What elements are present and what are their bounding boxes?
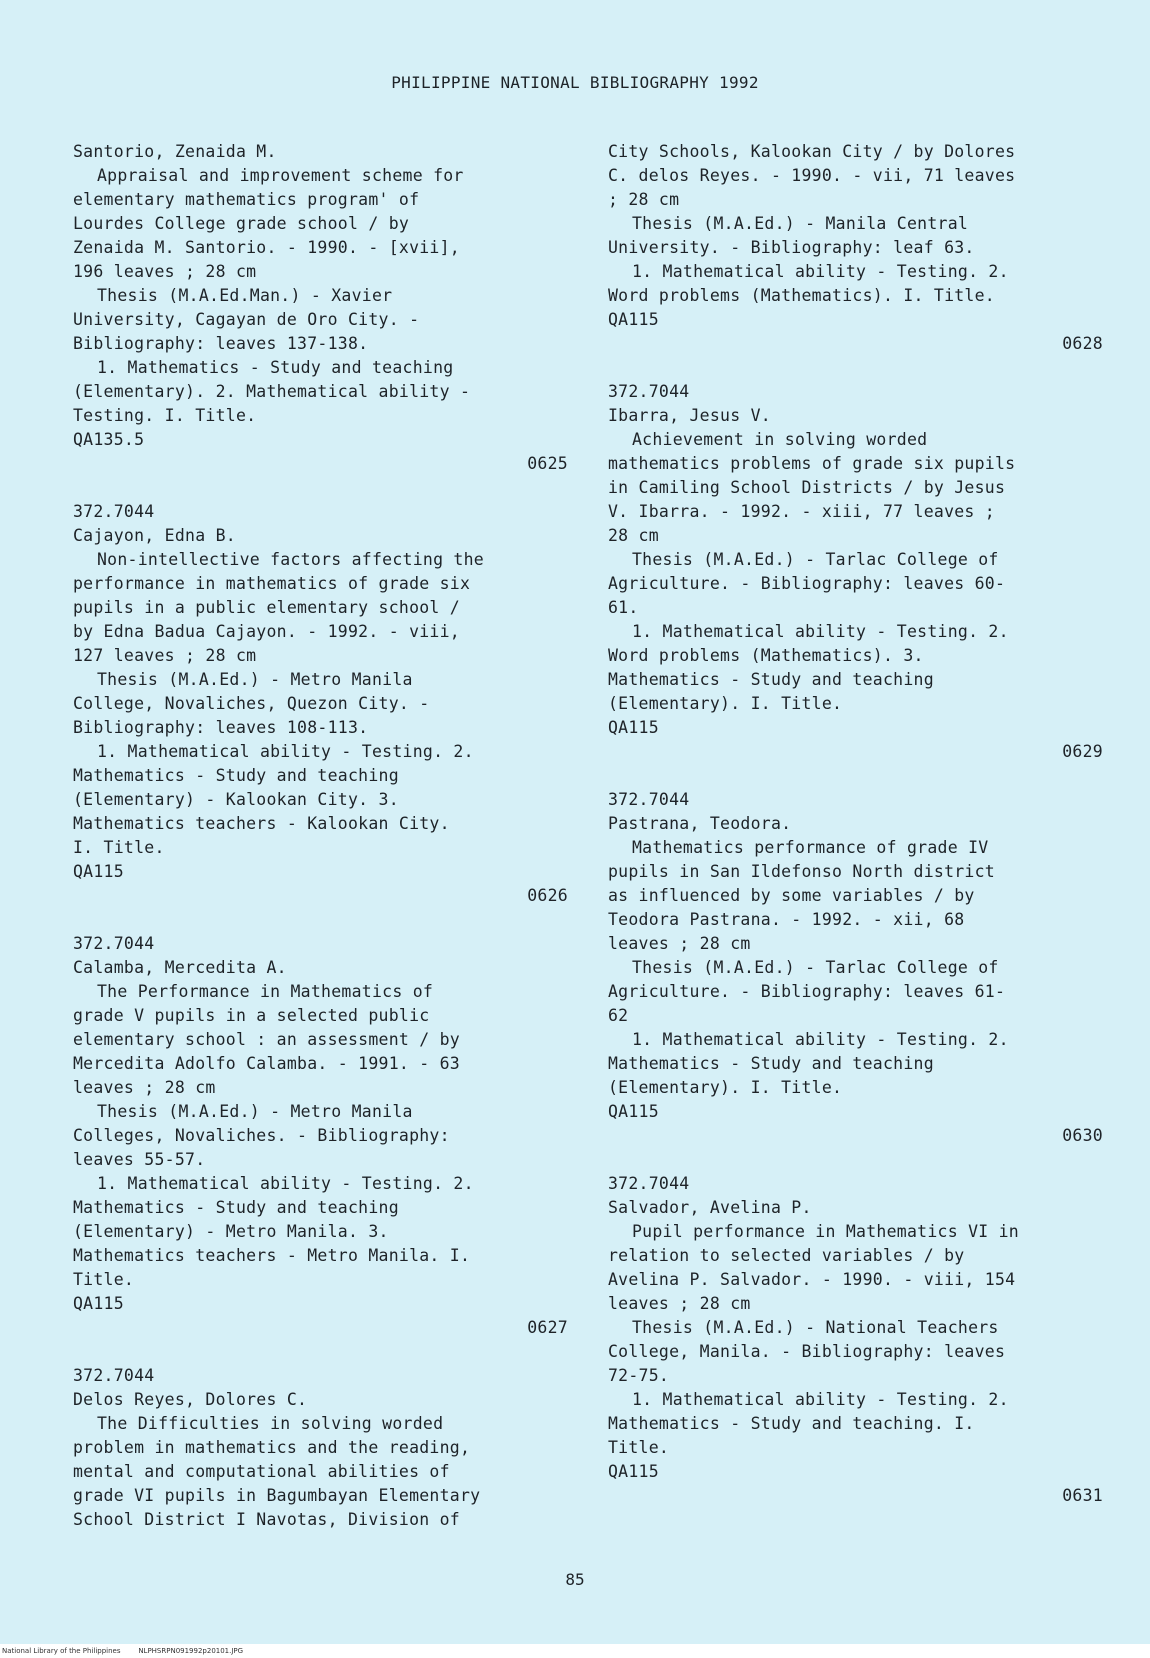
scan-footer-credit: National Library of the Philippines bbox=[2, 1647, 121, 1655]
entry-line: Thesis (M.A.Ed.) - Tarlac College of bbox=[632, 958, 999, 977]
entry-line: Agriculture. - Bibliography: leaves 61- bbox=[608, 982, 1006, 1001]
entry-line: Pastrana, Teodora. bbox=[608, 814, 792, 833]
entry-line: Mathematics - Study and teaching bbox=[608, 1054, 934, 1073]
entry-line: problem in mathematics and the reading, bbox=[73, 1438, 471, 1457]
entry-line: mathematics problems of grade six pupils bbox=[608, 454, 1016, 473]
entry-line: Mathematics performance of grade IV bbox=[632, 838, 989, 857]
entry-line: The Performance in Mathematics of bbox=[97, 982, 434, 1001]
entry-line: University, Cagayan de Oro City. - bbox=[73, 310, 420, 329]
entry-line: Thesis (M.A.Ed.) - Metro Manila bbox=[97, 670, 413, 689]
entry-line: College, Novaliches, Quezon City. - bbox=[73, 694, 430, 713]
entry-line: 1. Mathematical ability - Testing. 2. bbox=[632, 1030, 1009, 1049]
entry-line: leaves ; 28 cm bbox=[608, 1294, 751, 1313]
entry-line: Calamba, Mercedita A. bbox=[73, 958, 287, 977]
entry-line: City Schools, Kalookan City / by Dolores bbox=[608, 142, 1016, 161]
entry-line: Mathematics - Study and teaching bbox=[608, 670, 934, 689]
entry-line: Word problems (Mathematics). 3. bbox=[608, 646, 924, 665]
scan-footer bbox=[2, 1647, 243, 1655]
entry-line: Delos Reyes, Dolores C. bbox=[73, 1390, 308, 1409]
entry-line: QA115 bbox=[608, 1462, 659, 1481]
entry-line: Thesis (M.A.Ed.) - Manila Central bbox=[632, 214, 969, 233]
entry-line: elementary mathematics program' of bbox=[73, 190, 420, 209]
entry-line: (Elementary) - Metro Manila. 3. bbox=[73, 1222, 389, 1241]
scan-footer-file: NLPHSRPN091992p20101.JPG bbox=[138, 1647, 244, 1655]
entry-line: Title. bbox=[73, 1270, 135, 1289]
entry-line: The Difficulties in solving worded bbox=[97, 1414, 444, 1433]
entry-line: leaves ; 28 cm bbox=[73, 1078, 216, 1097]
entry-line: Mercedita Adolfo Calamba. - 1991. - 63 bbox=[73, 1054, 460, 1073]
class-number: 372.7044 bbox=[608, 382, 690, 401]
entry-line: pupils in a public elementary school / bbox=[73, 598, 460, 617]
entry-line: 72-75. bbox=[608, 1366, 670, 1385]
bibliography-entry bbox=[608, 380, 1103, 764]
entry-line: 127 leaves ; 28 cm bbox=[73, 646, 257, 665]
entry-number: 0629 bbox=[1062, 742, 1103, 761]
entry-line: Cajayon, Edna B. bbox=[73, 526, 236, 545]
entry-line: Mathematics teachers - Kalookan City. bbox=[73, 814, 450, 833]
entry-line: Bibliography: leaves 137-138. bbox=[73, 334, 369, 353]
entry-line: Ibarra, Jesus V. bbox=[608, 406, 771, 425]
entry-number: 0630 bbox=[1062, 1126, 1103, 1145]
entry-line: C. delos Reyes. - 1990. - vii, 71 leaves bbox=[608, 166, 1016, 185]
entry-line: 1. Mathematical ability - Testing. 2. bbox=[632, 262, 1009, 281]
entry-line: elementary school : an assessment / by bbox=[73, 1030, 460, 1049]
class-number: 372.7044 bbox=[73, 934, 155, 953]
entry-line: by Edna Badua Cajayon. - 1992. - viii, bbox=[73, 622, 460, 641]
entry-line: School District I Navotas, Division of bbox=[73, 1510, 460, 1529]
entry-line: I. Title. bbox=[73, 838, 165, 857]
entry-line: Colleges, Novaliches. - Bibliography: bbox=[73, 1126, 450, 1145]
entry-number: 0626 bbox=[527, 886, 568, 905]
entry-line: Word problems (Mathematics). I. Title. bbox=[608, 286, 995, 305]
entry-line: Mathematics - Study and teaching bbox=[73, 1198, 399, 1217]
entry-line: 196 leaves ; 28 cm bbox=[73, 262, 257, 281]
class-number: 372.7044 bbox=[73, 1366, 155, 1385]
entry-line: pupils in San Ildefonso North district bbox=[608, 862, 995, 881]
right-column bbox=[608, 140, 1103, 1508]
entry-line: Thesis (M.A.Ed.Man.) - Xavier bbox=[97, 286, 393, 305]
entry-line: V. Ibarra. - 1992. - xiii, 77 leaves ; bbox=[608, 502, 995, 521]
entry-line: in Camiling School Districts / by Jesus bbox=[608, 478, 1006, 497]
entry-line: (Elementary). I. Title. bbox=[608, 1078, 843, 1097]
bibliography-entry bbox=[608, 140, 1103, 356]
entry-line: Pupil performance in Mathematics VI in bbox=[632, 1222, 1019, 1241]
entry-line: 1. Mathematical ability - Testing. 2. bbox=[632, 622, 1009, 641]
entry-line: Salvador, Avelina P. bbox=[608, 1198, 812, 1217]
entry-line: Bibliography: leaves 108-113. bbox=[73, 718, 369, 737]
entry-number: 0628 bbox=[1062, 334, 1103, 353]
class-number: 372.7044 bbox=[73, 502, 155, 521]
entry-line: 61. bbox=[608, 598, 639, 617]
entry-number: 0631 bbox=[1062, 1486, 1103, 1505]
entry-line: 1. Mathematical ability - Testing. 2. bbox=[632, 1390, 1009, 1409]
entry-line: grade VI pupils in Bagumbayan Elementary bbox=[73, 1486, 481, 1505]
entry-line: Zenaida M. Santorio. - 1990. - [xvii], bbox=[73, 238, 460, 257]
entry-line: Mathematics - Study and teaching. I. bbox=[608, 1414, 975, 1433]
entry-line: Mathematics - Study and teaching bbox=[73, 766, 399, 785]
entry-line: as influenced by some variables / by bbox=[608, 886, 975, 905]
entry-line: ; 28 cm bbox=[608, 190, 680, 209]
entry-line: Lourdes College grade school / by bbox=[73, 214, 410, 233]
entry-line: QA115 bbox=[73, 1294, 124, 1313]
entry-line: Agriculture. - Bibliography: leaves 60- bbox=[608, 574, 1006, 593]
entry-line: Thesis (M.A.Ed.) - Tarlac College of bbox=[632, 550, 999, 569]
entry-line: QA115 bbox=[608, 1102, 659, 1121]
entry-line: Thesis (M.A.Ed.) - Metro Manila bbox=[97, 1102, 413, 1121]
left-column bbox=[73, 140, 568, 1532]
entry-line: 1. Mathematics - Study and teaching bbox=[97, 358, 454, 377]
page-header-title: PHILIPPINE NATIONAL BIBLIOGRAPHY 1992 bbox=[391, 73, 759, 92]
class-number: 372.7044 bbox=[608, 790, 690, 809]
entry-line: Achievement in solving worded bbox=[632, 430, 928, 449]
entry-line: leaves 55-57. bbox=[73, 1150, 206, 1169]
bibliography-entry bbox=[608, 788, 1103, 1148]
entry-line: Teodora Pastrana. - 1992. - xii, 68 bbox=[608, 910, 965, 929]
entry-line: Thesis (M.A.Ed.) - National Teachers bbox=[632, 1318, 999, 1337]
entry-line: Mathematics teachers - Metro Manila. I. bbox=[73, 1246, 471, 1265]
entry-line: QA115 bbox=[73, 862, 124, 881]
entry-line: relation to selected variables / by bbox=[608, 1246, 965, 1265]
entry-line: leaves ; 28 cm bbox=[608, 934, 751, 953]
bibliography-entry bbox=[608, 1172, 1103, 1508]
entry-line: (Elementary). 2. Mathematical ability - bbox=[73, 382, 471, 401]
entry-line: Appraisal and improvement scheme for bbox=[97, 166, 464, 185]
entry-line: Title. bbox=[608, 1438, 670, 1457]
entry-line: College, Manila. - Bibliography: leaves bbox=[608, 1342, 1006, 1361]
bibliography-entry bbox=[73, 932, 568, 1340]
entry-line: 62 bbox=[608, 1006, 629, 1025]
entry-line: (Elementary). I. Title. bbox=[608, 694, 843, 713]
page-number: 85 bbox=[565, 1570, 585, 1589]
entry-line: grade V pupils in a selected public bbox=[73, 1006, 430, 1025]
entry-line: QA115 bbox=[608, 310, 659, 329]
entry-line: mental and computational abilities of bbox=[73, 1462, 450, 1481]
entry-line: Testing. I. Title. bbox=[73, 406, 257, 425]
entry-number: 0625 bbox=[527, 454, 568, 473]
entry-line: 1. Mathematical ability - Testing. 2. bbox=[97, 742, 474, 761]
entry-line: 1. Mathematical ability - Testing. 2. bbox=[97, 1174, 474, 1193]
entry-line: QA135.5 bbox=[73, 430, 145, 449]
bibliography-entry bbox=[73, 140, 568, 476]
bibliography-entry bbox=[73, 1364, 568, 1532]
entry-line: (Elementary) - Kalookan City. 3. bbox=[73, 790, 399, 809]
bibliography-entry bbox=[73, 500, 568, 908]
entry-line: QA115 bbox=[608, 718, 659, 737]
entry-line: Santorio, Zenaida M. bbox=[73, 142, 277, 161]
entry-line: University. - Bibliography: leaf 63. bbox=[608, 238, 975, 257]
entry-line: Avelina P. Salvador. - 1990. - viii, 154 bbox=[608, 1270, 1016, 1289]
class-number: 372.7044 bbox=[608, 1174, 690, 1193]
entry-line: Non-intellective factors affecting the bbox=[97, 550, 484, 569]
entry-line: performance in mathematics of grade six bbox=[73, 574, 471, 593]
entry-number: 0627 bbox=[527, 1318, 568, 1337]
entry-line: 28 cm bbox=[608, 526, 659, 545]
